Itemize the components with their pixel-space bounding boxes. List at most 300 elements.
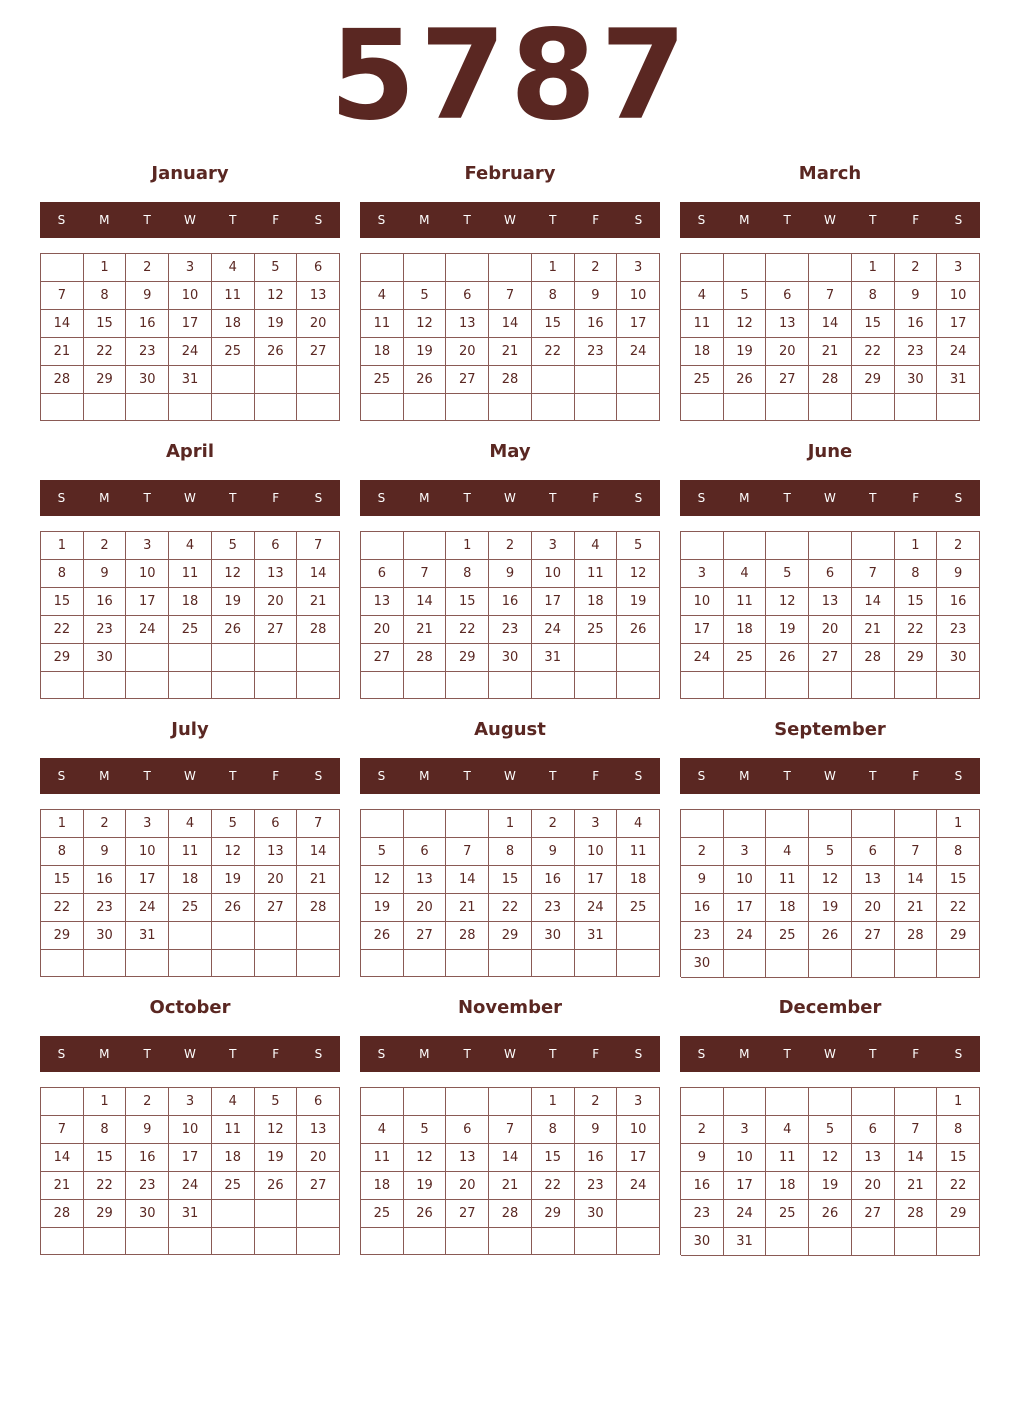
day-cell	[895, 394, 938, 421]
weekday-label: T	[549, 1047, 557, 1061]
weekday-label: T	[143, 491, 151, 505]
day-cell: 9	[681, 866, 724, 894]
day-cell	[852, 950, 895, 978]
day-cell: 27	[446, 366, 489, 394]
day-cell: 4	[575, 532, 618, 560]
day-cell: 22	[446, 616, 489, 644]
day-cell: 23	[489, 616, 532, 644]
day-cell: 25	[724, 644, 767, 672]
day-cell: 22	[532, 338, 575, 366]
day-cell	[404, 1088, 447, 1116]
weekday-label: F	[592, 213, 600, 227]
day-cell: 16	[681, 1172, 724, 1200]
day-cell: 14	[809, 310, 852, 338]
day-cell: 19	[255, 1144, 298, 1172]
day-cell	[41, 254, 84, 282]
day-cell	[895, 1088, 938, 1116]
day-cell: 21	[41, 1172, 84, 1200]
day-cell: 8	[41, 838, 84, 866]
day-cell	[532, 394, 575, 421]
day-cell: 18	[681, 338, 724, 366]
day-cell: 13	[766, 310, 809, 338]
day-cell	[532, 366, 575, 394]
day-cell: 3	[575, 810, 618, 838]
weekday-label: T	[869, 769, 877, 783]
days-grid	[680, 809, 980, 977]
day-cell	[212, 394, 255, 421]
day-cell: 2	[126, 1088, 169, 1116]
weekday-label: S	[377, 769, 386, 783]
weekday-label: F	[592, 1047, 600, 1061]
day-cell: 27	[255, 894, 298, 922]
day-cell: 26	[404, 366, 447, 394]
day-cell	[681, 1088, 724, 1116]
weekday-label: T	[143, 213, 151, 227]
day-cell: 22	[84, 1172, 127, 1200]
weekday-label: T	[783, 491, 791, 505]
day-cell: 13	[852, 1144, 895, 1172]
day-cell: 12	[255, 282, 298, 310]
day-cell: 12	[212, 560, 255, 588]
day-cell	[575, 1228, 618, 1255]
day-cell	[297, 950, 340, 977]
day-cell: 19	[766, 616, 809, 644]
day-cell: 22	[937, 894, 980, 922]
day-cell	[766, 394, 809, 421]
day-cell: 6	[852, 838, 895, 866]
day-cell: 19	[361, 894, 404, 922]
day-cell: 21	[809, 338, 852, 366]
day-cell: 29	[937, 1200, 980, 1228]
day-cell: 31	[169, 1200, 212, 1228]
day-cell: 12	[766, 588, 809, 616]
day-cell: 18	[169, 866, 212, 894]
day-cell: 25	[575, 616, 618, 644]
weekday-label: W	[504, 1047, 516, 1061]
day-cell: 24	[126, 616, 169, 644]
day-cell	[809, 254, 852, 282]
day-cell	[169, 394, 212, 421]
day-cell: 24	[126, 894, 169, 922]
day-cell: 22	[41, 616, 84, 644]
day-cell	[169, 922, 212, 950]
day-cell	[446, 254, 489, 282]
day-cell	[766, 810, 809, 838]
day-cell	[169, 950, 212, 977]
day-cell	[617, 644, 660, 672]
day-cell: 20	[766, 338, 809, 366]
weekday-label: M	[419, 213, 430, 227]
weekday-label: F	[272, 491, 280, 505]
day-cell	[852, 532, 895, 560]
weekday-label: T	[549, 769, 557, 783]
day-cell: 25	[766, 922, 809, 950]
day-cell	[41, 394, 84, 421]
day-cell: 5	[617, 532, 660, 560]
day-cell: 14	[852, 588, 895, 616]
day-cell: 10	[169, 1116, 212, 1144]
day-cell: 24	[681, 644, 724, 672]
weekday-header	[680, 1036, 980, 1072]
day-cell	[361, 810, 404, 838]
day-cell	[809, 532, 852, 560]
day-cell: 8	[532, 1116, 575, 1144]
weekday-label: F	[592, 769, 600, 783]
day-cell: 25	[169, 616, 212, 644]
weekday-label: M	[99, 769, 110, 783]
day-cell: 17	[724, 1172, 767, 1200]
day-cell	[681, 672, 724, 699]
day-cell: 8	[852, 282, 895, 310]
day-cell: 22	[895, 616, 938, 644]
day-cell: 28	[895, 922, 938, 950]
day-cell: 28	[41, 1200, 84, 1228]
month-title: October	[149, 997, 231, 1018]
day-cell: 13	[255, 838, 298, 866]
day-cell: 24	[169, 1172, 212, 1200]
day-cell: 8	[489, 838, 532, 866]
day-cell: 30	[84, 922, 127, 950]
day-cell: 30	[937, 644, 980, 672]
day-cell: 23	[681, 1200, 724, 1228]
day-cell	[937, 1228, 980, 1256]
day-cell	[297, 394, 340, 421]
day-cell: 6	[255, 532, 298, 560]
day-cell	[361, 254, 404, 282]
day-cell: 15	[41, 866, 84, 894]
day-cell: 16	[575, 1144, 618, 1172]
day-cell: 26	[255, 1172, 298, 1200]
day-cell: 17	[937, 310, 980, 338]
day-cell: 25	[617, 894, 660, 922]
day-cell: 10	[724, 1144, 767, 1172]
day-cell: 16	[489, 588, 532, 616]
day-cell: 24	[617, 338, 660, 366]
month-title: March	[798, 163, 862, 184]
weekday-label: W	[504, 491, 516, 505]
weekday-label: M	[739, 1047, 750, 1061]
day-cell: 30	[489, 644, 532, 672]
day-cell	[84, 1228, 127, 1255]
days-grid	[680, 253, 980, 421]
day-cell: 19	[212, 588, 255, 616]
month-title: November	[457, 997, 563, 1018]
day-cell	[446, 672, 489, 699]
day-cell: 8	[895, 560, 938, 588]
day-cell	[84, 394, 127, 421]
day-cell: 11	[361, 1144, 404, 1172]
day-cell: 5	[361, 838, 404, 866]
day-cell	[766, 1228, 809, 1256]
weekday-label: T	[463, 1047, 471, 1061]
day-cell: 22	[84, 338, 127, 366]
day-cell	[41, 950, 84, 977]
day-cell: 7	[852, 560, 895, 588]
weekday-label: F	[272, 769, 280, 783]
day-cell: 17	[617, 1144, 660, 1172]
day-cell: 28	[852, 644, 895, 672]
day-cell: 18	[361, 1172, 404, 1200]
day-cell: 14	[297, 838, 340, 866]
day-cell: 16	[937, 588, 980, 616]
day-cell: 12	[361, 866, 404, 894]
weekday-label: F	[272, 1047, 280, 1061]
day-cell: 27	[297, 338, 340, 366]
weekday-header	[680, 480, 980, 516]
day-cell: 18	[766, 1172, 809, 1200]
day-cell: 30	[575, 1200, 618, 1228]
day-cell: 20	[361, 616, 404, 644]
day-cell: 10	[937, 282, 980, 310]
day-cell: 28	[809, 366, 852, 394]
day-cell: 27	[852, 922, 895, 950]
month-title: July	[171, 719, 209, 740]
day-cell	[489, 254, 532, 282]
day-cell	[126, 394, 169, 421]
day-cell: 20	[404, 894, 447, 922]
day-cell: 8	[937, 1116, 980, 1144]
day-cell: 9	[532, 838, 575, 866]
weekday-label: T	[229, 769, 237, 783]
day-cell: 29	[41, 644, 84, 672]
day-cell: 5	[809, 838, 852, 866]
day-cell: 7	[489, 1116, 532, 1144]
day-cell: 27	[255, 616, 298, 644]
weekday-label: T	[869, 213, 877, 227]
day-cell: 5	[404, 282, 447, 310]
day-cell: 12	[404, 310, 447, 338]
days-grid	[680, 1087, 980, 1255]
day-cell: 21	[489, 1172, 532, 1200]
day-cell: 18	[212, 310, 255, 338]
day-cell: 24	[724, 1200, 767, 1228]
day-cell: 7	[41, 1116, 84, 1144]
day-cell	[575, 950, 618, 977]
day-cell: 12	[255, 1116, 298, 1144]
day-cell	[766, 672, 809, 699]
day-cell: 20	[297, 310, 340, 338]
day-cell	[766, 1088, 809, 1116]
day-cell: 17	[169, 310, 212, 338]
day-cell: 3	[169, 1088, 212, 1116]
day-cell: 4	[212, 254, 255, 282]
weekday-label: T	[549, 491, 557, 505]
day-cell: 16	[681, 894, 724, 922]
day-cell: 16	[126, 1144, 169, 1172]
day-cell: 19	[617, 588, 660, 616]
weekday-label: F	[912, 769, 920, 783]
day-cell: 31	[169, 366, 212, 394]
day-cell	[766, 950, 809, 978]
day-cell	[212, 922, 255, 950]
day-cell	[361, 532, 404, 560]
day-cell: 5	[404, 1116, 447, 1144]
weekday-label: S	[314, 1047, 323, 1061]
day-cell: 1	[532, 1088, 575, 1116]
day-cell: 13	[809, 588, 852, 616]
day-cell	[895, 672, 938, 699]
day-cell: 20	[852, 894, 895, 922]
day-cell: 6	[446, 1116, 489, 1144]
day-cell: 8	[532, 282, 575, 310]
day-cell: 8	[937, 838, 980, 866]
weekday-label: T	[229, 491, 237, 505]
day-cell: 22	[852, 338, 895, 366]
day-cell: 1	[84, 254, 127, 282]
day-cell	[724, 810, 767, 838]
day-cell: 21	[489, 338, 532, 366]
day-cell	[446, 950, 489, 977]
day-cell: 30	[895, 366, 938, 394]
day-cell: 17	[724, 894, 767, 922]
day-cell	[617, 1228, 660, 1255]
day-cell: 9	[84, 838, 127, 866]
day-cell: 3	[126, 532, 169, 560]
day-cell: 8	[446, 560, 489, 588]
weekday-label: T	[463, 491, 471, 505]
day-cell: 14	[446, 866, 489, 894]
day-cell	[617, 394, 660, 421]
day-cell: 6	[404, 838, 447, 866]
day-cell: 7	[297, 810, 340, 838]
day-cell: 2	[84, 532, 127, 560]
day-cell: 10	[617, 282, 660, 310]
day-cell	[532, 672, 575, 699]
day-cell: 20	[297, 1144, 340, 1172]
day-cell: 1	[937, 810, 980, 838]
day-cell: 16	[575, 310, 618, 338]
day-cell: 25	[361, 1200, 404, 1228]
weekday-header	[680, 758, 980, 794]
day-cell	[212, 644, 255, 672]
day-cell	[809, 1228, 852, 1256]
day-cell: 18	[169, 588, 212, 616]
day-cell: 28	[404, 644, 447, 672]
day-cell: 8	[84, 282, 127, 310]
day-cell: 6	[361, 560, 404, 588]
day-cell	[361, 1228, 404, 1255]
day-cell: 14	[404, 588, 447, 616]
day-cell: 22	[41, 894, 84, 922]
weekday-header	[40, 758, 340, 794]
day-cell: 23	[84, 894, 127, 922]
day-cell	[404, 1228, 447, 1255]
day-cell: 26	[212, 894, 255, 922]
weekday-header	[40, 202, 340, 238]
day-cell: 1	[446, 532, 489, 560]
day-cell: 7	[446, 838, 489, 866]
day-cell: 29	[84, 1200, 127, 1228]
weekday-label: S	[57, 1047, 66, 1061]
weekday-label: T	[549, 213, 557, 227]
day-cell: 23	[681, 922, 724, 950]
day-cell: 4	[361, 1116, 404, 1144]
day-cell	[126, 672, 169, 699]
weekday-label: T	[229, 1047, 237, 1061]
day-cell: 13	[297, 282, 340, 310]
day-cell: 24	[169, 338, 212, 366]
day-cell: 2	[84, 810, 127, 838]
day-cell: 25	[212, 338, 255, 366]
day-cell	[489, 1088, 532, 1116]
day-cell: 7	[297, 532, 340, 560]
day-cell: 20	[809, 616, 852, 644]
weekday-label: M	[99, 213, 110, 227]
day-cell	[84, 950, 127, 977]
day-cell: 10	[681, 588, 724, 616]
day-cell: 3	[617, 1088, 660, 1116]
day-cell: 21	[895, 1172, 938, 1200]
day-cell: 16	[126, 310, 169, 338]
day-cell: 4	[766, 838, 809, 866]
day-cell: 12	[809, 866, 852, 894]
day-cell: 19	[809, 1172, 852, 1200]
day-cell: 11	[575, 560, 618, 588]
day-cell	[126, 644, 169, 672]
day-cell: 16	[84, 588, 127, 616]
day-cell: 9	[575, 282, 618, 310]
day-cell	[532, 950, 575, 977]
day-cell	[126, 950, 169, 977]
day-cell	[895, 950, 938, 978]
day-cell: 5	[255, 254, 298, 282]
day-cell: 21	[297, 588, 340, 616]
day-cell	[766, 532, 809, 560]
weekday-label: S	[954, 491, 963, 505]
day-cell: 4	[766, 1116, 809, 1144]
day-cell: 4	[617, 810, 660, 838]
weekday-header	[680, 202, 980, 238]
day-cell: 19	[404, 338, 447, 366]
day-cell: 9	[681, 1144, 724, 1172]
day-cell: 1	[895, 532, 938, 560]
day-cell: 23	[532, 894, 575, 922]
day-cell: 23	[126, 1172, 169, 1200]
day-cell: 4	[681, 282, 724, 310]
weekday-label: T	[783, 213, 791, 227]
day-cell	[575, 644, 618, 672]
day-cell	[852, 810, 895, 838]
day-cell: 1	[852, 254, 895, 282]
day-cell: 13	[852, 866, 895, 894]
day-cell: 19	[255, 310, 298, 338]
day-cell: 23	[937, 616, 980, 644]
day-cell: 13	[361, 588, 404, 616]
day-cell	[809, 394, 852, 421]
day-cell	[724, 254, 767, 282]
weekday-label: W	[184, 1047, 196, 1061]
month-title: June	[807, 441, 853, 462]
day-cell	[297, 922, 340, 950]
day-cell: 11	[169, 560, 212, 588]
year-title: 5787	[329, 4, 691, 148]
day-cell	[852, 394, 895, 421]
weekday-label: M	[419, 491, 430, 505]
day-cell: 17	[575, 866, 618, 894]
weekday-label: T	[783, 1047, 791, 1061]
day-cell: 6	[852, 1116, 895, 1144]
day-cell: 17	[169, 1144, 212, 1172]
day-cell: 31	[126, 922, 169, 950]
day-cell: 15	[84, 310, 127, 338]
day-cell: 31	[532, 644, 575, 672]
day-cell: 9	[575, 1116, 618, 1144]
day-cell: 2	[937, 532, 980, 560]
day-cell	[404, 810, 447, 838]
day-cell: 18	[766, 894, 809, 922]
weekday-label: F	[912, 491, 920, 505]
day-cell	[255, 366, 298, 394]
